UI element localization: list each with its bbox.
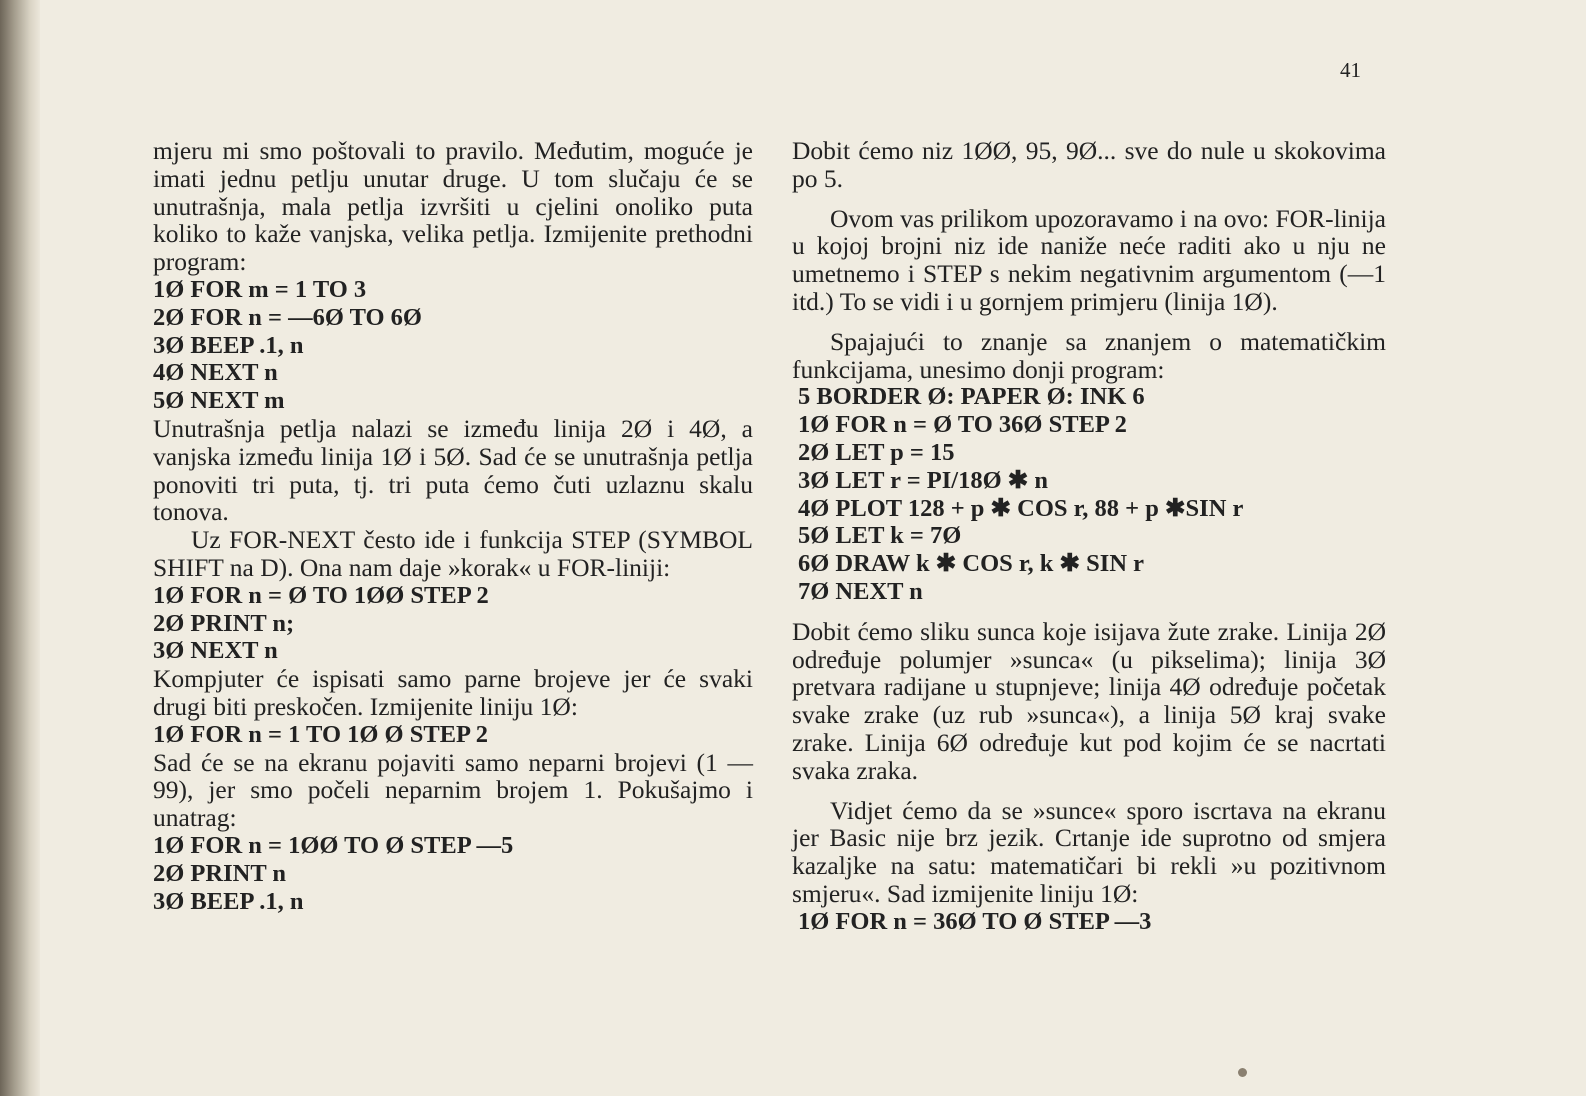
code-line: 1Ø FOR n = 1ØØ TO Ø STEP —5 (153, 831, 514, 859)
code-line: 2Ø FOR n = —6Ø TO 6Ø (153, 303, 422, 331)
page-number: 41 (1340, 58, 1361, 82)
code-line: 3Ø BEEP .1, n (153, 887, 304, 915)
right-column (792, 137, 1386, 936)
paragraph: Kompjuter će ispisati samo parne brojeve jer će svaki drugi biti preskočen. Izmijenite liniju 1Ø: (153, 664, 753, 721)
paragraph: Unutrašnja petlja nalazi se između linija 2Ø i 4Ø, a vanjska između linija 1Ø i 5Ø. Sad će se unutrašnja petlja ponoviti tri puta, tj. tri puta ćemo čuti uzlaznu skalu tonova. (153, 413, 753, 527)
code-line: 5Ø LET k = 7Ø (798, 522, 962, 550)
code-line: 3Ø LET r = PI/18Ø ✱ n (798, 466, 1049, 494)
code-line: 2Ø PRINT n (153, 859, 286, 887)
code-line: 3Ø NEXT n (153, 637, 278, 665)
code-line: 1Ø FOR n = 1 TO 1Ø Ø STEP 2 (153, 720, 489, 748)
paragraph: mjeru mi smo poštovali to pravilo. Međutim, moguće je imati jednu petlju unutar druge. U tom slučaju će se unutrašnja, mala petlja izvršiti u cjelini onoliko puta koliko to kaže vanjska, velika petlja. Izmijenite prethodni program: (153, 136, 753, 277)
code-line: 5 BORDER Ø: PAPER Ø: INK 6 (798, 383, 1145, 411)
code-line: 7Ø NEXT n (798, 577, 923, 605)
book-spine-shadow (0, 0, 40, 1096)
paragraph: Ovom vas prilikom upozoravamo i na ovo: FOR-linija u kojoj brojni niz ide naniže neće raditi ako u nju ne umetnemo i STEP s nekim negativnim argumentom (—1 itd.) To se vidi i u gornjem primjeru (linija 1Ø). (792, 203, 1386, 316)
code-line: 4Ø NEXT n (153, 359, 278, 387)
paper-stain (1238, 1068, 1247, 1077)
code-line: 1Ø FOR m = 1 TO 3 (153, 275, 367, 303)
left-column (153, 137, 753, 915)
paragraph: Sad će se na ekranu pojaviti samo neparni brojevi (1 — 99), jer smo počeli neparnim brojem 1. Pokušajmo i unatrag: (153, 747, 753, 833)
code-line: 4Ø PLOT 128 + p ✱ COS r, 88 + p ✱SIN r (798, 494, 1244, 522)
paragraph: Vidjet ćemo da se »sunce« sporo iscrtava na ekranu jer Basic nije brz jezik. Crtanje ide suprotno od smjera kazaljke na satu: matematičari bi rekli »u pozitivnom smjeru«. Sad izmijenite liniju 1Ø: (792, 795, 1386, 908)
paragraph: Spajajući to znanje sa znanjem o matematičkim funkcijama, unesimo donji program: (792, 326, 1386, 384)
code-line: 2Ø PRINT n; (153, 609, 295, 637)
paragraph: Dobit ćemo niz 1ØØ, 95, 9Ø... sve do nule u skokovima po 5. (792, 136, 1386, 193)
code-line: 2Ø LET p = 15 (798, 438, 955, 466)
code-line: 6Ø DRAW k ✱ COS r, k ✱ SIN r (798, 550, 1145, 578)
code-line: 1Ø FOR n = Ø TO 36Ø STEP 2 (798, 411, 1127, 439)
code-line: 3Ø BEEP .1, n (153, 331, 304, 359)
code-line: 1Ø FOR n = 36Ø TO Ø STEP —3 (798, 907, 1152, 935)
paragraph: Uz FOR-NEXT često ide i funkcija STEP (SYMBOL SHIFT na D). Ona nam daje »korak« u FOR-liniji: (153, 525, 753, 582)
code-line: 5Ø NEXT m (153, 387, 285, 415)
paragraph: Dobit ćemo sliku sunca koje isijava žute zrake. Linija 2Ø određuje polumjer »sunca« (u pikselima); linija 3Ø pretvara radijane u stupnjeve; linija 4Ø određuje početak svake zrake (uz rub »sunca«), a linija 5Ø kraj svake zrake. Linija 6Ø određuje kut pod kojim će se nacrtati svaka zraka. (792, 616, 1386, 785)
code-line: 1Ø FOR n = Ø TO 1ØØ STEP 2 (153, 581, 489, 609)
